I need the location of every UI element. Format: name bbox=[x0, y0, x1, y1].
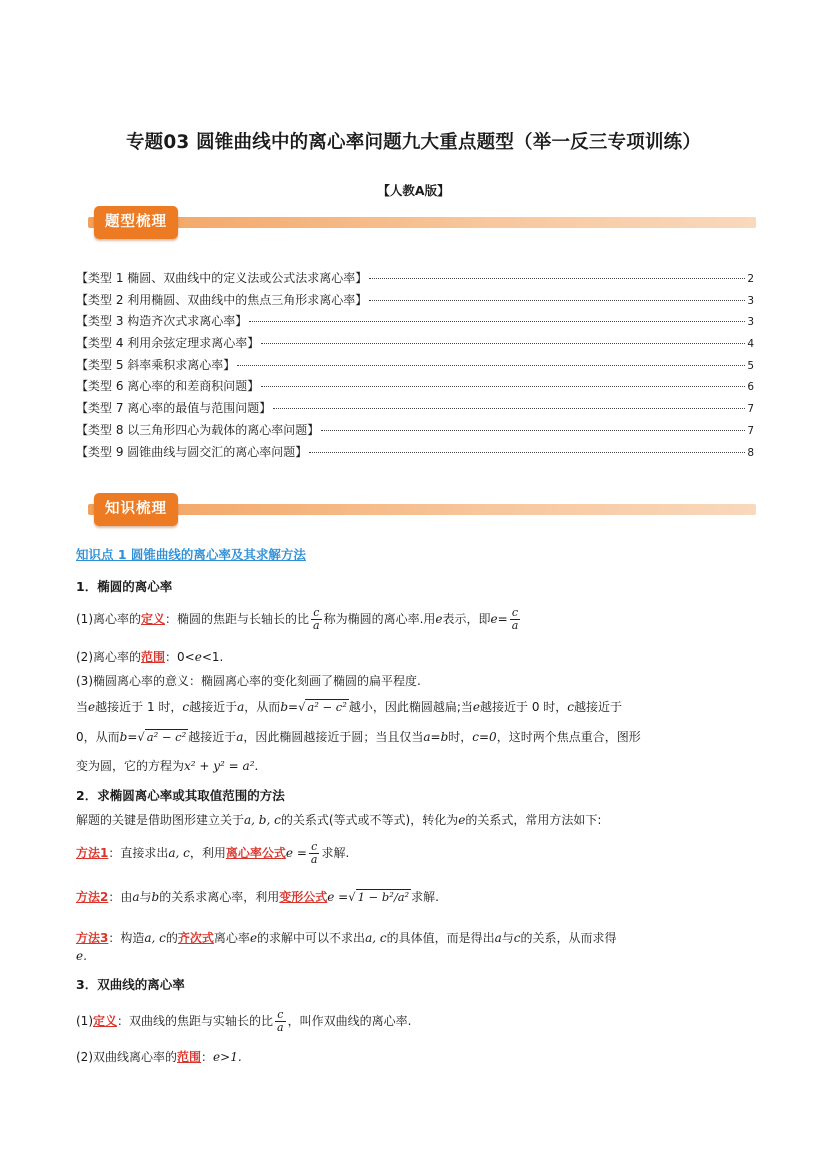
var: b bbox=[151, 890, 160, 904]
denominator: a bbox=[277, 1021, 284, 1034]
banner-bar bbox=[88, 217, 756, 228]
toc-entry-label: 【类型 5 斜率乘积求离心率】 bbox=[76, 357, 236, 372]
text: 的关系求离心率，利用 bbox=[159, 890, 280, 904]
highlight-term: 变形公式 bbox=[279, 890, 328, 904]
toc-leader bbox=[309, 452, 745, 453]
var: c bbox=[567, 700, 575, 714]
method-label: 方法1 bbox=[76, 846, 109, 860]
toc-entry[interactable] bbox=[76, 443, 754, 465]
toc-entry[interactable] bbox=[76, 421, 754, 443]
toc-page-number: 3 bbox=[747, 316, 754, 329]
text: ，因此椭圆越接近于圆；当且仅当 bbox=[243, 730, 424, 744]
section-title: 2．求椭圆离心率或其取值范围的方法 bbox=[76, 788, 285, 803]
text: 解题的关键是借助图形建立关于 bbox=[76, 813, 245, 827]
text: ：构造 bbox=[108, 931, 145, 945]
var: a bbox=[237, 700, 245, 714]
toc-entry-label: 【类型 3 构造齐次式求离心率】 bbox=[76, 314, 248, 329]
toc-leader bbox=[249, 321, 745, 322]
method-label: 方法3 bbox=[76, 931, 109, 945]
toc-page-number: 3 bbox=[747, 294, 754, 307]
toc-entry-label: 【类型 6 离心率的和差商积问题】 bbox=[76, 379, 260, 394]
formula: b= bbox=[119, 730, 138, 744]
highlight-term: 离心率公式 bbox=[225, 846, 286, 860]
var: c bbox=[513, 931, 521, 945]
var: a, b, c bbox=[244, 813, 281, 827]
formula: e = bbox=[285, 846, 307, 860]
var: e bbox=[249, 931, 258, 945]
var: e bbox=[88, 700, 96, 714]
text: 当 bbox=[76, 700, 89, 714]
toc-entry[interactable] bbox=[76, 291, 754, 313]
knowledge-point-heading: 知识点 1 圆锥曲线的离心率及其求解方法 bbox=[76, 547, 306, 562]
toc-entry-label: 【类型 9 圆锥曲线与圆交汇的离心率问题】 bbox=[76, 444, 308, 459]
text: ，这时两个焦点重合，图形 bbox=[496, 730, 641, 744]
text: 的关系式，常用方法如下: bbox=[465, 813, 602, 827]
formula: e = bbox=[327, 890, 349, 904]
toc-leader bbox=[261, 343, 745, 344]
toc-entry[interactable] bbox=[76, 356, 754, 378]
fraction bbox=[311, 607, 322, 632]
fraction bbox=[510, 607, 521, 632]
text: ：0< bbox=[165, 650, 195, 664]
radicand: 1 − b²/a² bbox=[357, 890, 410, 904]
toc-entry[interactable] bbox=[76, 377, 754, 399]
var: a, c bbox=[144, 931, 166, 945]
toc-entry[interactable] bbox=[76, 334, 754, 356]
text: 离心率 bbox=[213, 931, 250, 945]
text: ：直接求出 bbox=[108, 846, 169, 860]
highlight-term: 范围 bbox=[141, 650, 166, 664]
hyperbola-range bbox=[76, 1048, 242, 1065]
banner-bar bbox=[88, 504, 756, 515]
knowledge-banner bbox=[88, 492, 756, 526]
radicand: a² − c² bbox=[307, 700, 347, 714]
sqrt-expression: √ a² − c² bbox=[298, 700, 347, 714]
numerator: c bbox=[510, 607, 521, 620]
toc-entry-label: 【类型 7 离心率的最值与范围问题】 bbox=[76, 401, 272, 416]
text: (2)离心率的 bbox=[76, 650, 141, 664]
toc-page-number: 4 bbox=[747, 338, 754, 351]
toc-entry-label: 【类型 2 利用椭圆、双曲线中的焦点三角形求离心率】 bbox=[76, 292, 368, 307]
hyperbola-definition bbox=[76, 1009, 411, 1034]
meaning-line: (3)椭圆离心率的意义：椭圆离心率的变化刻画了椭圆的扁平程度. bbox=[76, 674, 421, 688]
toc-page-number: 5 bbox=[747, 359, 754, 372]
highlight-term: 范围 bbox=[177, 1050, 202, 1064]
var: e bbox=[472, 700, 481, 714]
formula: x² + y² = a². bbox=[184, 759, 259, 773]
text: 越接近于 bbox=[189, 700, 238, 714]
toc-leader bbox=[261, 386, 745, 387]
var: a, c bbox=[365, 931, 387, 945]
toc-entry[interactable] bbox=[76, 269, 754, 291]
toc-leader bbox=[273, 408, 745, 409]
var: e bbox=[194, 650, 202, 664]
range-line bbox=[76, 648, 223, 665]
text: 越接近于 1 时， bbox=[95, 700, 183, 714]
denominator: a bbox=[313, 619, 320, 632]
formula: b= bbox=[280, 700, 299, 714]
text: 越接近于 bbox=[574, 700, 623, 714]
toc-banner bbox=[88, 205, 756, 239]
toc-entry[interactable] bbox=[76, 399, 754, 421]
var: a bbox=[132, 890, 140, 904]
text: ，从而 bbox=[244, 700, 281, 714]
text: 的求解中可以不求出 bbox=[257, 931, 366, 945]
toc-leader bbox=[369, 278, 745, 279]
denominator: a bbox=[310, 853, 318, 866]
highlight-term: 定义 bbox=[141, 612, 166, 626]
text: 求解. bbox=[411, 890, 439, 904]
method-3-end: e. bbox=[76, 949, 87, 963]
text: 的关系，从而求得 bbox=[520, 931, 617, 945]
var: a, c bbox=[168, 846, 190, 860]
definition-line bbox=[76, 607, 522, 632]
formula: c=0 bbox=[472, 730, 497, 744]
var: c bbox=[182, 700, 190, 714]
text: ，叫作双曲线的离心率. bbox=[287, 1014, 412, 1028]
text: 0，从而 bbox=[76, 730, 120, 744]
toc-page-number: 8 bbox=[747, 446, 754, 459]
text: 的具体值，而是得出 bbox=[386, 931, 495, 945]
text: 变为圆，它的方程为 bbox=[76, 759, 185, 773]
text: 的关系式(等式或不等式)，转化为 bbox=[280, 813, 459, 827]
toc-leader bbox=[321, 430, 745, 431]
toc-entry[interactable] bbox=[76, 312, 754, 334]
text: (1)离心率的 bbox=[76, 612, 141, 626]
formula: e= bbox=[490, 612, 508, 626]
text: 越小，因此椭圆越扁;当 bbox=[348, 700, 473, 714]
var: a bbox=[494, 931, 502, 945]
denominator: a bbox=[511, 619, 519, 632]
sqrt-expression: √ a² − c² bbox=[137, 730, 187, 744]
method-2 bbox=[76, 888, 439, 905]
fraction bbox=[309, 841, 320, 866]
explanation-line bbox=[76, 728, 641, 745]
explanation-line bbox=[76, 698, 622, 715]
toc-leader bbox=[369, 300, 745, 301]
text: 与 bbox=[501, 931, 514, 945]
formula: e>1. bbox=[213, 1050, 242, 1064]
toc-entry-label: 【类型 4 利用余弦定理求离心率】 bbox=[76, 336, 260, 351]
banner-tag: 题型梳理 bbox=[94, 206, 178, 239]
page-title: 专题03 圆锥曲线中的离心率问题九大重点题型（举一反三专项训练） bbox=[125, 132, 702, 153]
method-intro bbox=[76, 811, 601, 828]
method-3 bbox=[76, 929, 617, 946]
numerator: c bbox=[309, 841, 320, 854]
text: (1) bbox=[76, 1014, 93, 1028]
banner-tag: 知识梳理 bbox=[94, 493, 178, 526]
text: 越接近于 bbox=[188, 730, 237, 744]
toc-entry-label: 【类型 8 以三角形四心为载体的离心率问题】 bbox=[76, 422, 320, 437]
toc-entry-label: 【类型 1 椭圆、双曲线中的定义法或公式法求离心率】 bbox=[76, 271, 368, 285]
text: ：由 bbox=[108, 890, 133, 904]
text: ：双曲线的焦距与实轴长的比 bbox=[117, 1014, 274, 1028]
text: ：椭圆的焦距与长轴长的比 bbox=[165, 612, 310, 626]
toc-page-number: 7 bbox=[747, 424, 754, 437]
method-1 bbox=[76, 841, 349, 866]
section-title: 3．双曲线的离心率 bbox=[76, 977, 185, 992]
highlight-term: 齐次式 bbox=[177, 931, 214, 945]
numerator: c bbox=[275, 1009, 286, 1022]
text: 越接近于 0 时， bbox=[480, 700, 568, 714]
formula: a=b bbox=[423, 730, 449, 744]
highlight-term: 定义 bbox=[93, 1014, 118, 1028]
text: 时， bbox=[448, 730, 473, 744]
table-of-contents bbox=[76, 269, 754, 464]
method-label: 方法2 bbox=[76, 890, 109, 904]
toc-page-number: 2 bbox=[747, 273, 754, 285]
toc-leader bbox=[237, 365, 745, 366]
text: (2)双曲线离心率的 bbox=[76, 1050, 177, 1064]
text: 称为椭圆的离心率.用 bbox=[323, 612, 436, 626]
radicand: a² − c² bbox=[146, 730, 187, 744]
toc-page-number: 6 bbox=[747, 381, 754, 394]
numerator: c bbox=[311, 607, 322, 620]
text: <1. bbox=[201, 650, 224, 664]
var: e bbox=[435, 612, 443, 626]
sqrt-expression: √ 1 − b²/a² bbox=[348, 890, 410, 904]
edition-label: 【人教A版】 bbox=[377, 183, 450, 198]
fraction bbox=[275, 1009, 286, 1034]
var: a bbox=[236, 730, 244, 744]
var: e bbox=[458, 813, 466, 827]
text: 的 bbox=[165, 931, 178, 945]
text: ： bbox=[201, 1050, 214, 1064]
explanation-line bbox=[76, 757, 258, 774]
text: 表示，即 bbox=[442, 612, 491, 626]
toc-page-number: 7 bbox=[747, 403, 754, 416]
text: ，利用 bbox=[189, 846, 226, 860]
text: 求解. bbox=[321, 846, 350, 860]
section-title: 1．椭圆的离心率 bbox=[76, 579, 173, 594]
text: 与 bbox=[139, 890, 152, 904]
